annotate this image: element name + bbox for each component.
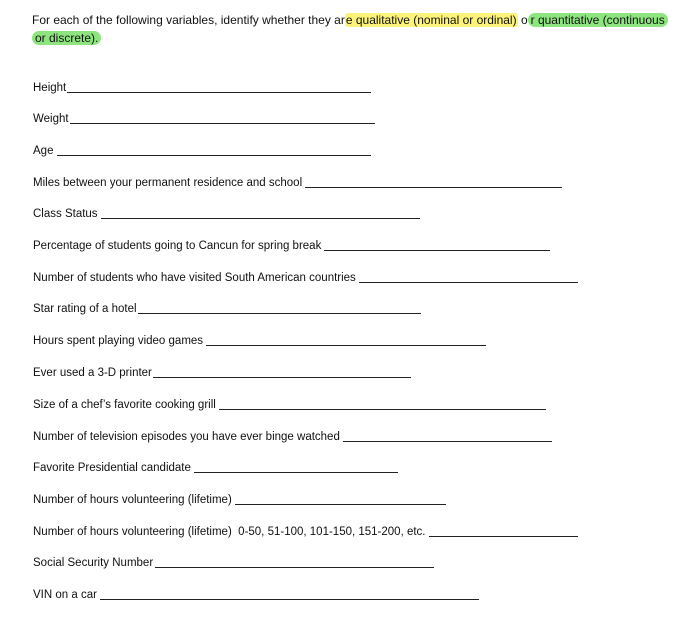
question-label: Percentage of students going to Cancun for spring break xyxy=(33,240,322,252)
answer-blank[interactable] xyxy=(219,408,546,410)
instructions-paragraph xyxy=(32,11,682,47)
answer-blank[interactable] xyxy=(101,217,420,219)
question-volunteering-hours xyxy=(33,489,446,507)
question-binge-watched xyxy=(33,426,552,444)
question-label: Age xyxy=(33,145,54,157)
question-label: Number of television episodes you have ever binge watched xyxy=(33,431,340,443)
question-class-status xyxy=(33,203,420,221)
question-label: Hours spent playing video games xyxy=(33,335,204,347)
question-miles xyxy=(33,172,562,190)
answer-blank[interactable] xyxy=(70,122,375,124)
question-south-america xyxy=(33,267,578,285)
answer-blank[interactable] xyxy=(324,249,550,251)
answer-blank[interactable] xyxy=(206,344,486,346)
answer-blank[interactable] xyxy=(429,535,579,537)
answer-blank[interactable] xyxy=(235,503,446,505)
question-video-games xyxy=(33,330,486,348)
answer-blank[interactable] xyxy=(194,471,398,473)
question-label: Miles between your permanent residence and school xyxy=(33,177,303,189)
quantitative-highlight-line1: r quantitative (continuous xyxy=(528,13,668,27)
question-label: Height xyxy=(33,82,67,94)
question-label: Size of a chef’s favorite cooking grill xyxy=(33,399,216,411)
question-weight xyxy=(33,108,375,126)
answer-blank[interactable] xyxy=(138,312,421,314)
question-ssn xyxy=(33,552,434,570)
instructions-prefix: For each of the following variables, identify whether they ar xyxy=(32,13,345,27)
quantitative-highlight-line2: or discrete). xyxy=(32,31,101,45)
answer-blank[interactable] xyxy=(343,440,552,442)
question-age xyxy=(33,140,371,158)
instructions-middle: o xyxy=(517,13,528,27)
question-label: Star rating of a hotel xyxy=(33,303,137,315)
answer-blank[interactable] xyxy=(57,154,371,156)
question-label: Weight xyxy=(33,113,69,125)
question-vin xyxy=(33,584,479,602)
question-label: Number of hours volunteering (lifetime) xyxy=(33,494,232,506)
question-label: Favorite Presidential candidate xyxy=(33,462,191,474)
question-star-rating xyxy=(33,298,421,316)
question-height xyxy=(33,77,371,95)
question-label: Number of hours volunteering (lifetime) 0-50, 51-100, 101-150, 151-200, etc. xyxy=(33,526,426,538)
question-cooking-grill xyxy=(33,394,546,412)
qualitative-highlight: e qualitative (nominal or ordinal) xyxy=(345,13,517,27)
answer-blank[interactable] xyxy=(155,566,434,568)
question-label: Ever used a 3-D printer xyxy=(33,367,152,379)
answer-blank[interactable] xyxy=(67,91,371,93)
question-label: Number of students who have visited South American countries xyxy=(33,272,356,284)
answer-blank[interactable] xyxy=(153,376,411,378)
question-3d-printer xyxy=(33,362,411,380)
question-label: Social Security Number xyxy=(33,557,154,569)
question-label: VIN on a car xyxy=(33,589,97,601)
answer-blank[interactable] xyxy=(305,186,562,188)
question-presidential-candidate xyxy=(33,457,398,475)
question-percentage-cancun xyxy=(33,235,550,253)
question-label: Class Status xyxy=(33,208,98,220)
answer-blank[interactable] xyxy=(100,598,479,600)
question-volunteering-ranges xyxy=(33,521,578,539)
answer-blank[interactable] xyxy=(359,281,578,283)
